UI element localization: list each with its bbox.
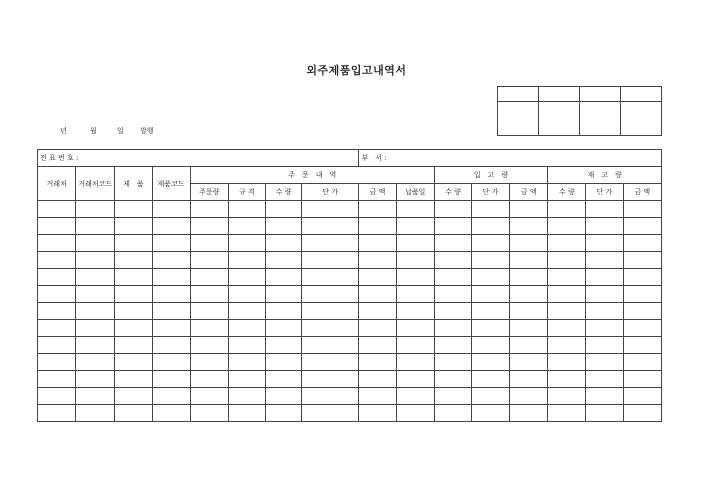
table-cell[interactable]: [359, 252, 396, 269]
table-cell[interactable]: [76, 286, 115, 303]
table-cell[interactable]: [302, 303, 359, 320]
table-cell[interactable]: [76, 201, 115, 218]
table-cell[interactable]: [266, 286, 302, 303]
table-cell[interactable]: [302, 354, 359, 371]
table-cell[interactable]: [115, 303, 152, 320]
table-row: [38, 201, 662, 218]
table-cell[interactable]: [115, 337, 152, 354]
table-cell[interactable]: [623, 201, 661, 218]
header-receipt-total: 금 액: [510, 184, 548, 201]
table-cell[interactable]: [115, 371, 152, 388]
slip-number-cell[interactable]: 전 표 번 호 :: [38, 150, 359, 167]
table-cell[interactable]: [434, 286, 471, 303]
table-cell[interactable]: [115, 320, 152, 337]
table-cell[interactable]: [38, 218, 76, 235]
table-cell[interactable]: [38, 303, 76, 320]
table-cell[interactable]: [548, 218, 586, 235]
table-cell[interactable]: [266, 303, 302, 320]
table-cell[interactable]: [548, 269, 586, 286]
table-cell[interactable]: [396, 252, 434, 269]
header-order-amount: 주문량: [190, 184, 228, 201]
table-cell[interactable]: [76, 269, 115, 286]
issue-month-label: 월: [90, 127, 97, 135]
issue-date: [60, 126, 154, 136]
table-cell[interactable]: [359, 388, 396, 405]
table-cell[interactable]: [190, 388, 228, 405]
table-cell[interactable]: [396, 337, 434, 354]
table-cell[interactable]: [623, 286, 661, 303]
table-cell[interactable]: [302, 405, 359, 422]
table-cell[interactable]: [190, 371, 228, 388]
approval-cell[interactable]: [539, 87, 580, 102]
table-cell[interactable]: [586, 286, 623, 303]
approval-cell[interactable]: [498, 87, 539, 102]
table-cell[interactable]: [152, 286, 190, 303]
table-cell[interactable]: [190, 286, 228, 303]
table-cell[interactable]: [586, 303, 623, 320]
table-cell[interactable]: [510, 354, 548, 371]
table-cell[interactable]: [586, 269, 623, 286]
header-order-total: 금 액: [359, 184, 396, 201]
table-row: [38, 269, 662, 286]
table-row: [38, 286, 662, 303]
header-client: 거래처: [38, 167, 76, 201]
table-cell[interactable]: [266, 337, 302, 354]
table-cell[interactable]: [228, 286, 265, 303]
table-cell[interactable]: [623, 354, 661, 371]
table-cell[interactable]: [471, 405, 509, 422]
table-row: [38, 218, 662, 235]
table-cell[interactable]: [471, 218, 509, 235]
table-row: [38, 388, 662, 405]
receipt-table: [37, 149, 662, 422]
table-cell[interactable]: [548, 388, 586, 405]
department-cell[interactable]: 부 서 :: [359, 150, 662, 167]
table-cell[interactable]: [434, 337, 471, 354]
table-cell[interactable]: [471, 269, 509, 286]
table-cell[interactable]: [471, 303, 509, 320]
table-cell[interactable]: [434, 252, 471, 269]
header-client-code: 거래처코드: [76, 167, 115, 201]
table-cell[interactable]: [266, 371, 302, 388]
table-cell[interactable]: [152, 201, 190, 218]
header-order-unit-price: 단 가: [302, 184, 359, 201]
header-receipt-unit-price: 단 가: [471, 184, 509, 201]
table-cell[interactable]: [302, 252, 359, 269]
table-cell[interactable]: [471, 286, 509, 303]
table-row: [38, 303, 662, 320]
table-cell[interactable]: [548, 235, 586, 252]
table-cell[interactable]: [586, 201, 623, 218]
header-order-details: 주 문 내 역: [190, 167, 434, 184]
table-cell[interactable]: [359, 235, 396, 252]
table-cell[interactable]: [359, 201, 396, 218]
table-cell[interactable]: [434, 269, 471, 286]
table-cell[interactable]: [623, 235, 661, 252]
table-cell[interactable]: [115, 235, 152, 252]
table-cell[interactable]: [228, 337, 265, 354]
table-row: [38, 337, 662, 354]
table-cell[interactable]: [510, 371, 548, 388]
table-cell[interactable]: [302, 201, 359, 218]
table-cell[interactable]: [434, 201, 471, 218]
table-cell[interactable]: [266, 320, 302, 337]
table-cell[interactable]: [38, 405, 76, 422]
table-cell[interactable]: [228, 201, 265, 218]
table-cell[interactable]: [623, 252, 661, 269]
table-cell[interactable]: [396, 269, 434, 286]
table-cell[interactable]: [228, 235, 265, 252]
table-cell[interactable]: [228, 252, 265, 269]
table-cell[interactable]: [586, 218, 623, 235]
table-cell[interactable]: [228, 388, 265, 405]
table-cell[interactable]: [38, 286, 76, 303]
table-cell[interactable]: [396, 371, 434, 388]
table-cell[interactable]: [115, 252, 152, 269]
table-cell[interactable]: [190, 252, 228, 269]
table-cell[interactable]: [471, 252, 509, 269]
table-cell[interactable]: [302, 218, 359, 235]
table-cell[interactable]: [359, 218, 396, 235]
document-title: 외주제품입고내역서: [306, 64, 407, 77]
table-cell[interactable]: [623, 388, 661, 405]
table-cell[interactable]: [38, 320, 76, 337]
table-cell[interactable]: [76, 303, 115, 320]
approval-signature-cell[interactable]: [621, 102, 662, 136]
table-cell[interactable]: [190, 303, 228, 320]
table-cell[interactable]: [548, 252, 586, 269]
table-cell[interactable]: [510, 337, 548, 354]
table-cell[interactable]: [396, 405, 434, 422]
table-cell[interactable]: [190, 269, 228, 286]
table-cell[interactable]: [510, 405, 548, 422]
table-cell[interactable]: [359, 337, 396, 354]
table-cell[interactable]: [115, 218, 152, 235]
table-cell[interactable]: [623, 303, 661, 320]
table-cell[interactable]: [152, 303, 190, 320]
table-cell[interactable]: [396, 286, 434, 303]
table-cell[interactable]: [510, 269, 548, 286]
table-cell[interactable]: [548, 201, 586, 218]
table-cell[interactable]: [359, 303, 396, 320]
table-cell[interactable]: [190, 201, 228, 218]
table-cell[interactable]: [152, 269, 190, 286]
table-cell[interactable]: [152, 371, 190, 388]
table-cell[interactable]: [548, 405, 586, 422]
table-cell[interactable]: [302, 286, 359, 303]
table-cell[interactable]: [586, 320, 623, 337]
table-cell[interactable]: [548, 371, 586, 388]
table-cell[interactable]: [152, 320, 190, 337]
table-cell[interactable]: [359, 286, 396, 303]
table-cell[interactable]: [302, 320, 359, 337]
table-cell[interactable]: [228, 371, 265, 388]
table-cell[interactable]: [623, 337, 661, 354]
table-cell[interactable]: [302, 337, 359, 354]
table-cell[interactable]: [510, 201, 548, 218]
table-cell[interactable]: [38, 201, 76, 218]
table-cell[interactable]: [228, 320, 265, 337]
table-cell[interactable]: [471, 371, 509, 388]
header-order-delivery-date: 납품일: [396, 184, 434, 201]
table-cell[interactable]: [510, 286, 548, 303]
table-cell[interactable]: [359, 405, 396, 422]
table-cell[interactable]: [190, 218, 228, 235]
table-cell[interactable]: [228, 354, 265, 371]
header-receipt-qty: 입 고 량: [434, 167, 548, 184]
table-cell[interactable]: [152, 354, 190, 371]
table-cell[interactable]: [228, 405, 265, 422]
table-cell[interactable]: [152, 337, 190, 354]
table-cell[interactable]: [190, 405, 228, 422]
table-cell[interactable]: [548, 320, 586, 337]
table-cell[interactable]: [434, 320, 471, 337]
table-cell[interactable]: [548, 354, 586, 371]
table-cell[interactable]: [471, 235, 509, 252]
table-cell[interactable]: [115, 405, 152, 422]
table-cell[interactable]: [76, 388, 115, 405]
table-cell[interactable]: [359, 320, 396, 337]
table-cell[interactable]: [510, 320, 548, 337]
table-cell[interactable]: [115, 201, 152, 218]
table-cell[interactable]: [266, 269, 302, 286]
table-row: [38, 405, 662, 422]
table-cell[interactable]: [190, 235, 228, 252]
table-cell[interactable]: [76, 235, 115, 252]
approval-box: [497, 86, 662, 136]
table-cell[interactable]: [586, 235, 623, 252]
table-cell[interactable]: [228, 269, 265, 286]
table-cell[interactable]: [266, 235, 302, 252]
approval-signature-cell[interactable]: [498, 102, 539, 136]
issue-year-label: 년: [60, 127, 67, 135]
table-cell[interactable]: [623, 371, 661, 388]
approval-signature-cell[interactable]: [539, 102, 580, 136]
table-cell[interactable]: [76, 354, 115, 371]
table-cell[interactable]: [396, 320, 434, 337]
table-cell[interactable]: [548, 286, 586, 303]
table-cell[interactable]: [266, 218, 302, 235]
table-cell[interactable]: [38, 252, 76, 269]
header-stock-qty: 재 고 량: [548, 167, 662, 184]
table-cell[interactable]: [38, 337, 76, 354]
table-cell[interactable]: [396, 218, 434, 235]
table-cell[interactable]: [359, 354, 396, 371]
table-cell[interactable]: [266, 354, 302, 371]
header-stock-unit-price: 단 가: [586, 184, 623, 201]
table-row: [38, 371, 662, 388]
table-cell[interactable]: [510, 252, 548, 269]
table-cell[interactable]: [434, 371, 471, 388]
table-cell[interactable]: [396, 388, 434, 405]
table-cell[interactable]: [152, 235, 190, 252]
table-cell[interactable]: [359, 269, 396, 286]
table-cell[interactable]: [396, 303, 434, 320]
table-cell[interactable]: [302, 371, 359, 388]
header-stock-quantity: 수 량: [548, 184, 586, 201]
table-cell[interactable]: [434, 405, 471, 422]
table-cell[interactable]: [38, 354, 76, 371]
table-cell[interactable]: [152, 388, 190, 405]
table-cell[interactable]: [623, 218, 661, 235]
table-cell[interactable]: [471, 320, 509, 337]
issue-day-label: 일: [117, 127, 124, 135]
table-cell[interactable]: [266, 252, 302, 269]
table-cell[interactable]: [586, 405, 623, 422]
approval-signature-cell[interactable]: [580, 102, 621, 136]
table-cell[interactable]: [548, 303, 586, 320]
header-product: 제 품: [115, 167, 152, 201]
table-cell[interactable]: [38, 235, 76, 252]
table-cell[interactable]: [471, 337, 509, 354]
table-cell[interactable]: [190, 320, 228, 337]
table-cell[interactable]: [190, 354, 228, 371]
table-cell[interactable]: [586, 371, 623, 388]
table-cell[interactable]: [623, 269, 661, 286]
table-cell[interactable]: [586, 388, 623, 405]
table-cell[interactable]: [548, 337, 586, 354]
table-cell[interactable]: [152, 218, 190, 235]
table-cell[interactable]: [396, 354, 434, 371]
table-cell[interactable]: [396, 235, 434, 252]
table-cell[interactable]: [152, 405, 190, 422]
table-cell[interactable]: [623, 405, 661, 422]
header-receipt-quantity: 수 량: [434, 184, 471, 201]
table-cell[interactable]: [76, 252, 115, 269]
table-cell[interactable]: [228, 218, 265, 235]
table-cell[interactable]: [586, 354, 623, 371]
table-cell[interactable]: [38, 388, 76, 405]
table-cell[interactable]: [38, 371, 76, 388]
table-cell[interactable]: [266, 388, 302, 405]
table-cell[interactable]: [76, 320, 115, 337]
table-cell[interactable]: [38, 269, 76, 286]
table-cell[interactable]: [434, 388, 471, 405]
approval-cell[interactable]: [580, 87, 621, 102]
table-cell[interactable]: [471, 388, 509, 405]
header-stock-total: 금 액: [623, 184, 661, 201]
table-cell[interactable]: [434, 235, 471, 252]
table-cell[interactable]: [115, 286, 152, 303]
table-cell[interactable]: [266, 201, 302, 218]
table-cell[interactable]: [434, 303, 471, 320]
table-row: [38, 320, 662, 337]
table-row: [38, 252, 662, 269]
header-product-code: 제품코드: [152, 167, 190, 201]
table-cell[interactable]: [510, 388, 548, 405]
table-row: [38, 354, 662, 371]
table-cell[interactable]: [359, 371, 396, 388]
table-cell[interactable]: [586, 252, 623, 269]
approval-cell[interactable]: [621, 87, 662, 102]
header-order-quantity: 수 량: [266, 184, 302, 201]
table-row: [38, 235, 662, 252]
table-cell[interactable]: [115, 388, 152, 405]
header-order-spec: 규 격: [228, 184, 265, 201]
table-cell[interactable]: [76, 371, 115, 388]
table-cell[interactable]: [76, 405, 115, 422]
table-cell[interactable]: [266, 405, 302, 422]
table-cell[interactable]: [115, 354, 152, 371]
table-cell[interactable]: [396, 201, 434, 218]
table-cell[interactable]: [586, 337, 623, 354]
table-cell[interactable]: [302, 235, 359, 252]
issue-issued-label: 발행: [140, 127, 154, 135]
table-cell[interactable]: [302, 388, 359, 405]
table-cell[interactable]: [471, 354, 509, 371]
table-cell[interactable]: [190, 337, 228, 354]
table-cell[interactable]: [510, 303, 548, 320]
table-cell[interactable]: [434, 354, 471, 371]
table-cell[interactable]: [152, 252, 190, 269]
table-cell[interactable]: [623, 320, 661, 337]
table-cell[interactable]: [76, 337, 115, 354]
table-cell[interactable]: [76, 218, 115, 235]
table-cell[interactable]: [471, 201, 509, 218]
table-cell[interactable]: [228, 303, 265, 320]
table-cell[interactable]: [510, 218, 548, 235]
table-cell[interactable]: [115, 269, 152, 286]
table-cell[interactable]: [302, 269, 359, 286]
table-cell[interactable]: [434, 218, 471, 235]
table-cell[interactable]: [510, 235, 548, 252]
